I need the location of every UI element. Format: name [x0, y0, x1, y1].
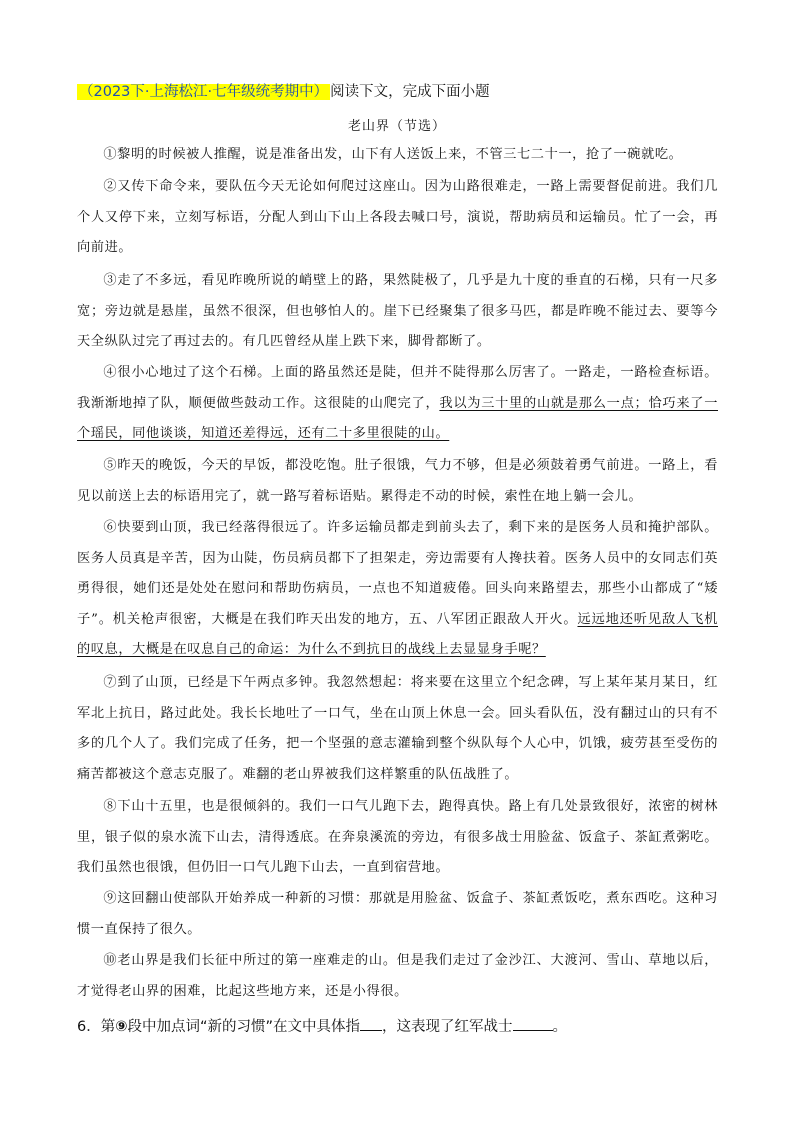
paragraph-4 [77, 358, 718, 450]
paragraph-8: ⑧下山十五里，也是很倾斜的。我们一口气儿跑下去，跑得真快。路上有几处景致很好，浓密的树林里，银子似的泉水流下山去，清得透底。在奔泉溪流的旁边，有很多战士用脸盆、饭盒子、茶缸煮粥吃。我们虽然也很饿，但仍旧一口气儿跑下山去，一直到宿营地。 [77, 799, 718, 875]
paragraph-7: ⑦到了山顶，已经是下午两点多钟。我忽然想起：将来要在这里立个纪念碑，写上某年某月某日，红军北上抗日，路过此处。我长长地吐了一口气，坐在山顶上休息一会。回头看队伍，没有翻过山的只有不多的几个人了。我们完成了任务，把一个坚强的意志灌输到整个纵队每个人心中，饥饿，疲劳甚至受伤的痛苦都被这个意志克服了。难翻的老山界被我们这样繁重的队伍战胜了。 [77, 675, 718, 782]
instruction-text: 阅读下文，完成下面小题 [330, 84, 490, 100]
question-text-1: 第 [100, 1019, 116, 1035]
question-text-2: 段中加点词“新的习惯”在文中具体指 [127, 1019, 361, 1035]
question-number: 6． [77, 1019, 101, 1035]
question-6 [77, 1016, 567, 1037]
paragraph-2: ②又传下命令来，要队伍今天无论如何爬过这座山。因为山路很难走，一路上需要督促前进。我们几个人又停下来，立刻写标语，分配人到山下山上各段去喊口号，演说，帮助病员和运输员。忙了一会，再向前进。 [77, 179, 718, 255]
paragraph-5: ⑤昨天的晚饭，今天的早饭，都没吃饱。肚子很饿，气力不够，但是必须鼓着勇气前进。一路上，看见以前送上去的标语用完了，就一路写着标语贴。累得走不动的时候，索性在地上躺一会儿。 [77, 458, 718, 504]
paragraph-9: ⑨这回翻山使部队开始养成一种新的习惯：那就是用脸盆、饭盒子、茶缸煮饭吃，煮东西吃。这种习惯一直保持了很久。 [77, 891, 718, 937]
underlined-sentence-1: 我以为三十里的山就是那么一点；恰巧来了一个瑶民，同他谈谈，知道还差得远，还有二十多里很陡的山。 [77, 395, 718, 441]
paragraph-6-text: ⑥快要到山顶，我已经落得很远了。许多运输员都走到前头去了，剩下来的是医务人员和掩护部队。医务人员真是辛苦，因为山陡，伤员病员都下了担架走，旁边需要有人搀扶着。医务人员中的女同志们英勇得很，她们还是处处在慰问和帮助伤病员，一点也不知道疲倦。回头向来路望去，那些小山都成了“矮子”。机关枪声很密，大概是在我们昨天出发的地方，五、八军团正跟敌人开火。 [77, 520, 718, 627]
paragraph-10: ⑩老山界是我们长征中所过的第一座难走的山。但是我们走过了金沙江、大渡河、雪山、草地以后，才觉得老山界的困难，比起这些地方来，还是小得很。 [77, 953, 718, 999]
question-header [77, 82, 490, 102]
underlined-sentence-2: 远远地还听见敌人飞机的叹息，大概是在叹息自己的命运：为什么不到抗日的战线上去显显身手呢？ [77, 611, 719, 657]
source-tag[interactable]: （2023下·上海松江·七年级统考期中） [79, 84, 329, 100]
answer-blank-2[interactable] [513, 1016, 553, 1031]
answer-blank-1[interactable] [360, 1016, 382, 1031]
paragraph-mark: ⑨ [115, 1019, 128, 1035]
paragraph-4-text: ④很小心地过了这个石梯。上面的路虽然还是陡，但并不陡得那么厉害了。一路走，一路检查标语。我渐渐地掉了队，顺便做些鼓动工作。这很陡的山爬完了， [77, 365, 718, 411]
question-text-3: ，这表现了红军战士 [382, 1019, 513, 1035]
paragraph-6 [77, 513, 718, 666]
paragraph-3: ③走了不多远，看见昨晚所说的峭壁上的路，果然陡极了，几乎是九十度的垂直的石梯，只有一尺多宽；旁边就是悬崖，虽然不很深，但也够怕人的。崖下已经聚集了很多马匹，都是昨晚不能过去、要等今天全纵队过完了再过去的。有几匹曾经从崖上跌下来，脚骨都断了。 [77, 273, 718, 349]
passage-title: 老山界（节选） [347, 119, 446, 134]
question-text-4: 。 [552, 1019, 568, 1035]
paragraph-1: ①黎明的时候被人推醒，说是准备出发，山下有人送饭上来，不管三七二十一，抢了一碗就吃。 [103, 147, 683, 162]
